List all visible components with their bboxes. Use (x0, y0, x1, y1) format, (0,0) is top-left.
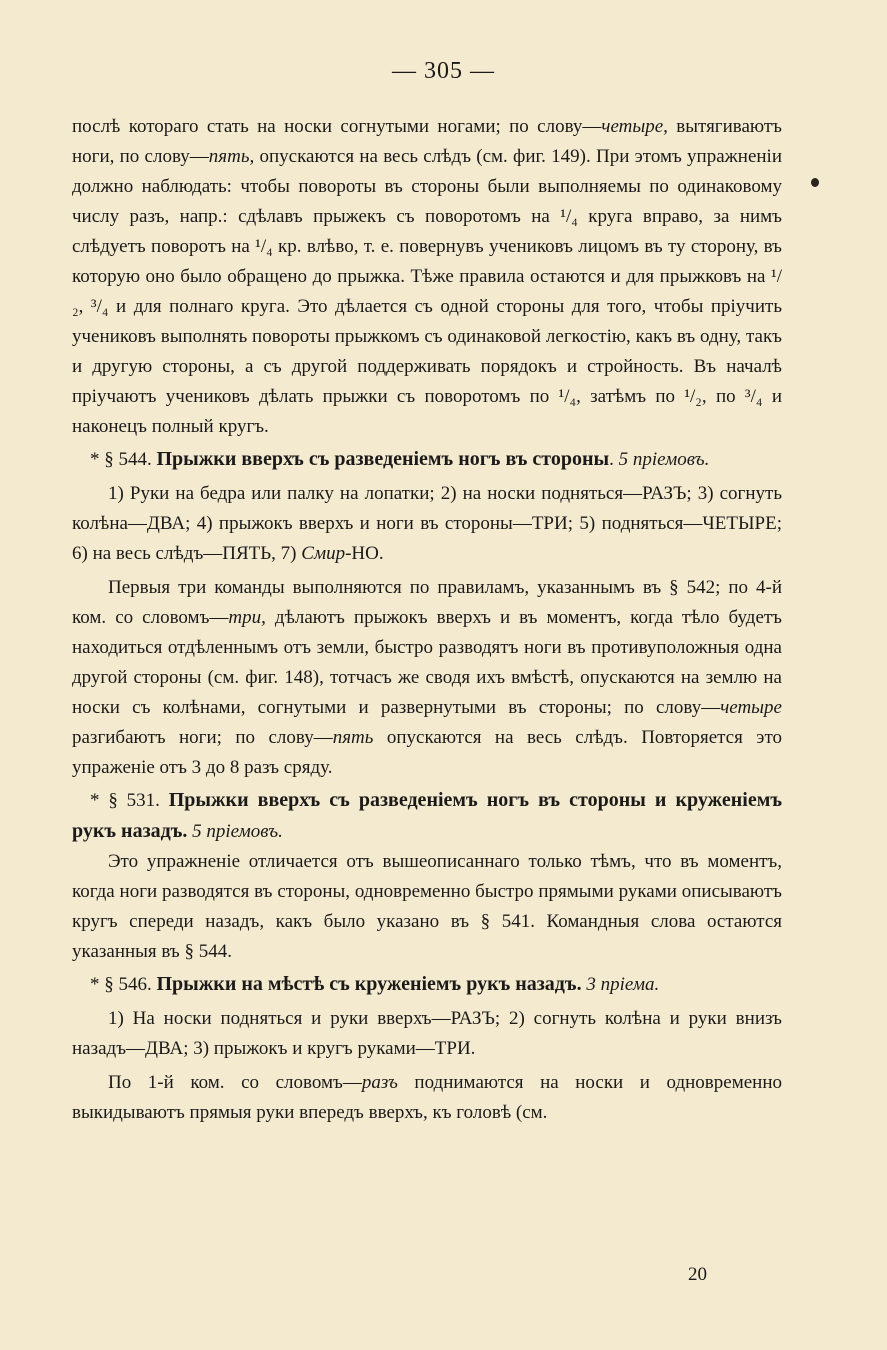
italic-text: четыре, (601, 116, 668, 137)
italic-text: 3 пріема. (586, 974, 660, 995)
command-list (72, 1004, 782, 1064)
paragraph (72, 847, 782, 967)
text-run: * § 531. (90, 790, 169, 811)
italic-text: Смир (301, 543, 346, 564)
text-run: поднимаются на носки и одновременно выкидываютъ прямыя руки впередъ вверхъ, къ головѣ (см. (72, 1072, 782, 1123)
text-run: послѣ котораго стать на носки согнутыми ногами; по слову— (72, 116, 602, 137)
page-number: — 305 — (392, 58, 495, 84)
italic-text: три, (228, 607, 266, 628)
command-list (72, 479, 782, 569)
italic-text: пять, (208, 146, 255, 167)
text-run: * § 544. (90, 449, 157, 470)
heading-title: Прыжки вверхъ съ разведеніемъ ногъ въ стороны (156, 448, 610, 470)
text-run: -НО. (345, 543, 384, 564)
italic-text: разъ (361, 1072, 398, 1093)
italic-text: четыре (720, 697, 782, 718)
body-text (72, 112, 782, 1128)
margin-mark (811, 178, 819, 187)
text-run: дѣлаютъ прыжокъ вверхъ и въ моментъ, когда тѣло будетъ находиться отдѣленнымъ отъ земли, быстро разводятъ ноги въ противуположныя одна другой стороны (см. фиг. 148), тотчасъ же сводя ихъ вмѣстѣ, опускаются на землю на носки съ колѣнами, согнутыми и развернутыми въ стороны; по слову— (72, 607, 783, 718)
printer-signature: 20 (688, 1264, 707, 1285)
italic-text: 5 пріемовъ. (192, 821, 283, 842)
section-heading (72, 785, 782, 847)
text-run: вытягиваютъ ноги, по слову— (72, 116, 782, 167)
heading-title: Прыжки на мѣстѣ съ круженіемъ рукъ назадъ. (156, 973, 582, 995)
paragraph (72, 112, 782, 442)
text-run: Первыя три команды выполняются по правиламъ, указаннымъ въ § 542; по 4-й ком. со словомъ— (72, 577, 782, 628)
text-run: . (609, 449, 619, 470)
paragraph (72, 573, 782, 783)
heading-title: Прыжки вверхъ съ разведеніемъ ногъ въ стороны и круженіемъ рукъ назадъ. (72, 789, 783, 842)
italic-text: 5 пріемовъ. (618, 449, 710, 470)
text-run: 1) Руки на бедра или палку на лопатки; 2) на носки подняться—РАЗЪ; 3) согнуть колѣна—ДВА; 4) прыжокъ вверхъ и ноги въ стороны—ТРИ; 5) подняться—ЧЕТЫРЕ; 6) на весь слѣдъ—ПЯТЬ, 7) (72, 483, 782, 564)
section-heading (72, 444, 782, 475)
text-run: опускаются на весь слѣдъ (см. фиг. 149). При этомъ упражненіи должно наблюдать: чтобы повороты въ стороны были выполняемы по одинаковому числу разъ, напр.: сдѣлавъ прыжекъ съ поворотомъ на ¹/₄ круга вправо, за нимъ слѣдуетъ поворотъ на ¹/₄ кр. влѣво, т. е. повернувъ учениковъ лицомъ въ ту сторону, въ которую оно было обращено до прыжка. Тѣже правила остаются и для прыжковъ на ¹/₂, ³/₄ и для полнаго круга. Это дѣлается съ одной стороны для того, чтобы пріучить учениковъ выполнять повороты прыжкомъ съ одинаковой легкостію, какъ въ одну, такъ и другую стороны, а съ другой поддерживать порядокъ и стройность. Въ началѣ пріучаютъ учениковъ дѣлать прыжки съ поворотомъ по ¹/₄, затѣмъ по ¹/₂, по ³/₄ и наконецъ полный кругъ. (72, 146, 782, 437)
text-run: Это упражненіе отличается отъ вышеописаннаго только тѣмъ, что въ моментъ, когда ноги разводятся въ стороны, одновременно быстро прямыми руками описываютъ кругъ спереди назадъ, какъ было указано въ § 541. Командныя слова остаются указанныя въ § 544. (72, 851, 782, 962)
paragraph (72, 1068, 782, 1128)
text-run: * § 546. (90, 974, 157, 995)
text-run: 1) На носки подняться и руки вверхъ—РАЗЪ; 2) согнуть колѣна и руки внизъ назадъ—ДВА; 3) прыжокъ и кругъ руками—ТРИ. (72, 1008, 782, 1059)
section-heading (72, 969, 782, 1000)
text-run: разгибаютъ ноги; по слову— (72, 727, 333, 748)
italic-text: пять (332, 727, 374, 748)
text-run: По 1-й ком. со словомъ— (108, 1072, 362, 1093)
text-run: опускаются на весь слѣдъ. Повторяется это упраженіе отъ 3 до 8 разъ сряду. (72, 727, 782, 778)
